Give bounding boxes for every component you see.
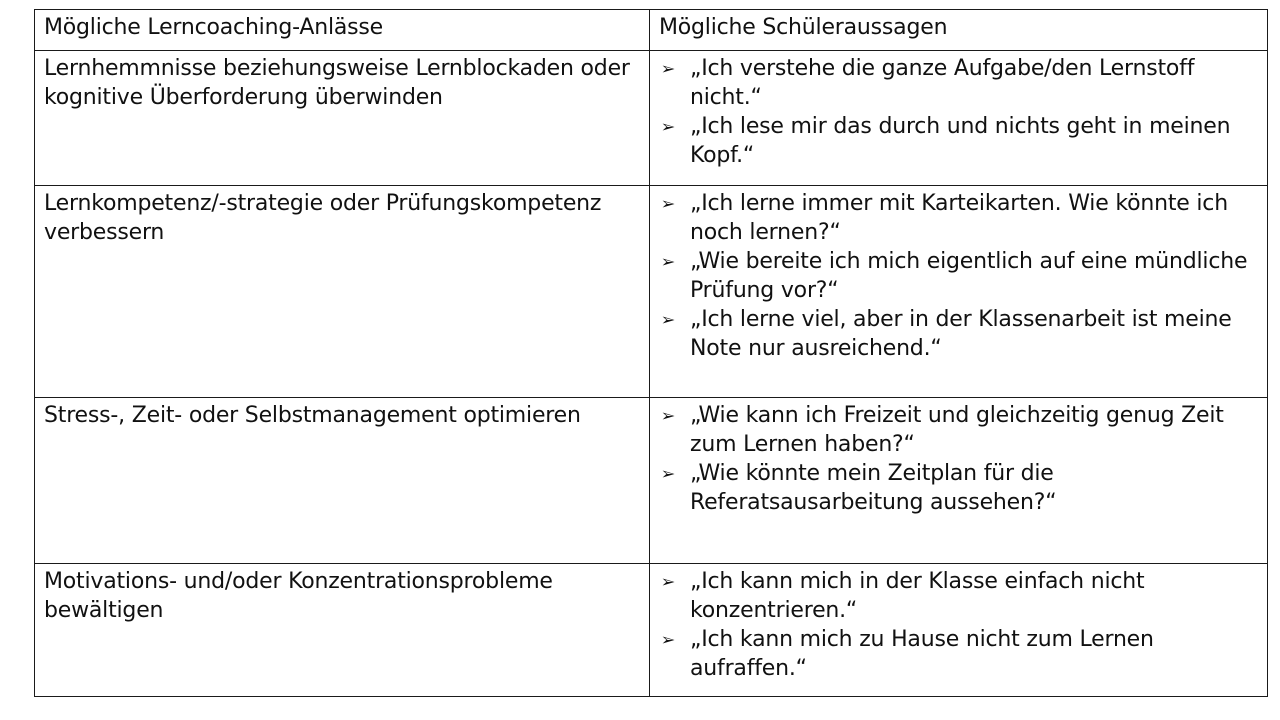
occasion-cell	[35, 186, 650, 398]
header-cell-left	[35, 10, 650, 51]
header-student-statements: Mögliche Schüleraussagen	[659, 15, 948, 40]
occasion-text: Motivations- und/oder Konzentrationsprobleme bewältigen	[44, 569, 553, 623]
statement-item	[662, 459, 1255, 517]
statement-text: „Ich lese mir das durch und nichts geht in meinen Kopf.“	[690, 114, 1231, 168]
statement-text: „Ich kann mich in der Klasse einfach nicht konzentrieren.“	[690, 569, 1145, 623]
arrowhead-bullet-icon: ➢	[660, 406, 676, 425]
statement-item	[662, 305, 1255, 363]
table-header-row	[35, 10, 1268, 51]
statement-text: „Wie kann ich Freizeit und gleichzeitig genug Zeit zum Lernen haben?“	[690, 403, 1224, 457]
statement-list	[650, 186, 1267, 363]
arrowhead-bullet-icon: ➢	[660, 310, 676, 329]
occasion-text: Lernkompetenz/-strategie oder Prüfungskompetenz verbessern	[44, 191, 602, 245]
arrowhead-bullet-icon: ➢	[660, 464, 676, 483]
coaching-table	[34, 9, 1268, 697]
statement-text: „Wie könnte mein Zeitplan für die Referatsausarbeitung aussehen?“	[690, 461, 1057, 515]
statement-list	[650, 51, 1267, 170]
statement-item	[662, 112, 1255, 170]
arrowhead-bullet-icon: ➢	[660, 252, 676, 271]
occasion-text: Stress-, Zeit- oder Selbstmanagement optimieren	[44, 403, 581, 428]
statement-text: „Wie bereite ich mich eigentlich auf eine mündliche Prüfung vor?“	[690, 249, 1248, 303]
table-row	[35, 51, 1268, 186]
statement-text: „Ich kann mich zu Hause nicht zum Lernen aufraffen.“	[690, 627, 1154, 681]
occasion-cell	[35, 398, 650, 564]
occasion-cell	[35, 51, 650, 186]
arrowhead-bullet-icon: ➢	[660, 194, 676, 213]
statement-item	[662, 625, 1255, 683]
occasion-cell	[35, 564, 650, 697]
statement-list	[650, 398, 1267, 517]
statement-text: „Ich verstehe die ganze Aufgabe/den Lernstoff nicht.“	[690, 56, 1195, 110]
statement-list	[650, 564, 1267, 683]
header-cell-right	[650, 10, 1268, 51]
statement-item	[662, 247, 1255, 305]
table-row	[35, 186, 1268, 398]
arrowhead-bullet-icon: ➢	[660, 572, 676, 591]
arrowhead-bullet-icon: ➢	[660, 59, 676, 78]
statements-cell	[650, 564, 1268, 697]
statement-item	[662, 401, 1255, 459]
table-row	[35, 564, 1268, 697]
statement-item	[662, 189, 1255, 247]
header-occasions: Mögliche Lerncoaching-Anlässe	[44, 15, 384, 40]
statement-item	[662, 54, 1255, 112]
statement-text: „Ich lerne viel, aber in der Klassenarbeit ist meine Note nur ausreichend.“	[690, 307, 1232, 361]
statements-cell	[650, 398, 1268, 564]
statements-cell	[650, 186, 1268, 398]
arrowhead-bullet-icon: ➢	[660, 117, 676, 136]
occasion-text: Lernhemmnisse beziehungsweise Lernblockaden oder kognitive Überforderung überwinden	[44, 56, 630, 110]
statements-cell	[650, 51, 1268, 186]
table-row	[35, 398, 1268, 564]
statement-item	[662, 567, 1255, 625]
arrowhead-bullet-icon: ➢	[660, 630, 676, 649]
statement-text: „Ich lerne immer mit Karteikarten. Wie könnte ich noch lernen?“	[690, 191, 1228, 245]
